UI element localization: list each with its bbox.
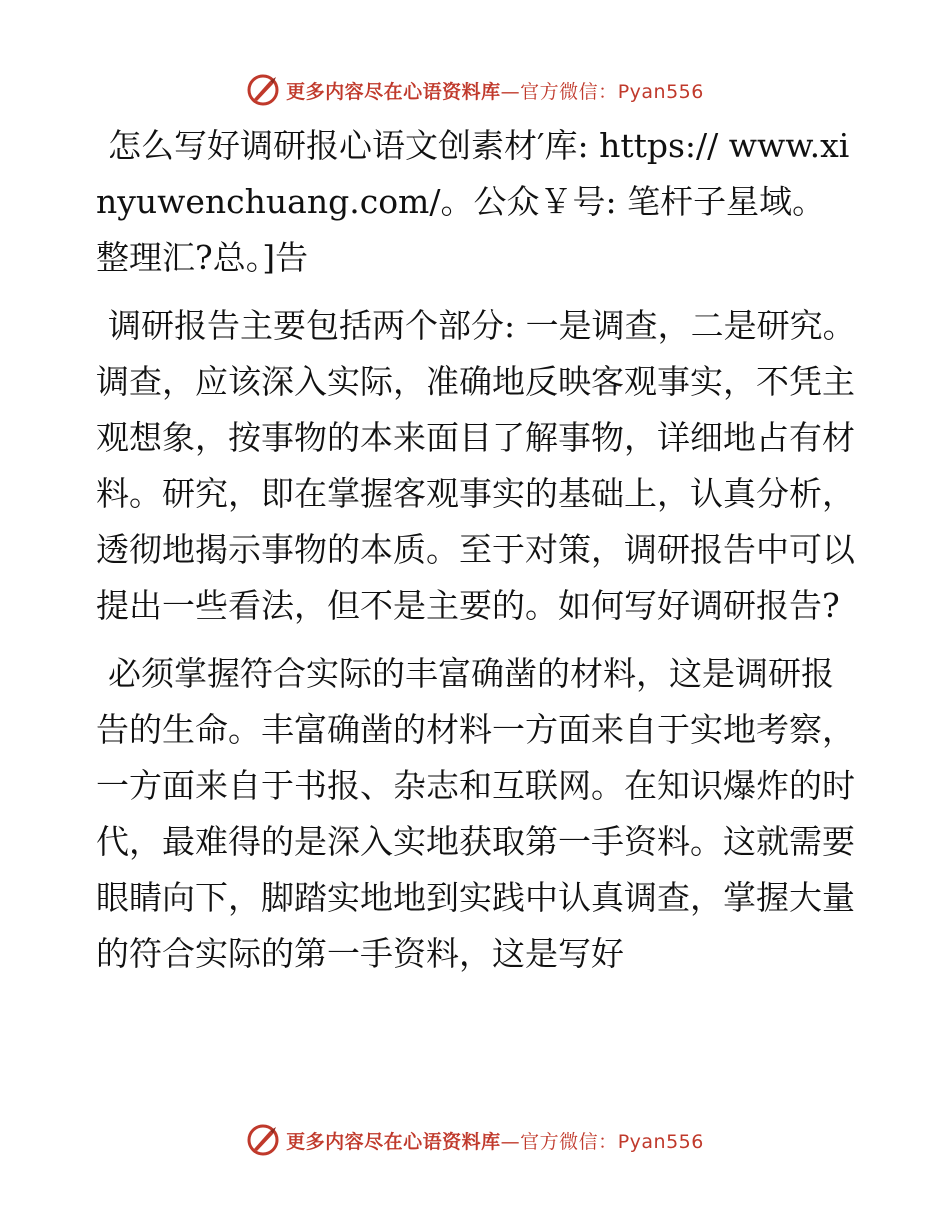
document-body [96,118,856,994]
footer-banner [0,1120,950,1160]
banner-text [286,1127,704,1154]
banner-wechat-id: Pyan556 [617,1130,704,1153]
quill-logo-icon [246,73,280,107]
header-banner [0,70,950,110]
paragraph-intro: 怎么写好调研报心语文创素材′库: https:// www.xinyuwenchuang.com/。公众￥号: 笔杆子星域。整理汇?总。]告 [96,126,850,277]
banner-text [286,77,704,104]
banner-main-text: 更多内容尽在心语资料库 [286,80,501,103]
banner-wechat-label: 官方微信： [520,1130,618,1153]
banner-main-text: 更多内容尽在心语资料库 [286,1130,501,1153]
banner-wechat-label: 官方微信： [520,80,618,103]
quill-logo-icon [246,1123,280,1157]
paragraph-definition: 调研报告主要包括两个部分: 一是调查，二是研究。调查，应该深入实际，准确地反映客观事实，不凭主观想象，按事物的本来面目了解事物，详细地占有材料。研究，即在掌握客观事实的基础上，认真分析，透彻地揭示事物的本质。至于对策，调研报告中可以提出一些看法，但不是主要的。如何写好调研报告? [96,306,856,625]
banner-separator: — [500,1130,521,1153]
banner-wechat-id: Pyan556 [617,80,704,103]
paragraph-materials: 必须掌握符合实际的丰富确凿的材料，这是调研报告的生命。丰富确凿的材料一方面来自于实地考察，一方面来自于书报、杂志和互联网。在知识爆炸的时代，最难得的是深入实地获取第一手资料。这就需要眼睛向下，脚踏实地地到实践中认真调查，掌握大量的符合实际的第一手资料，这是写好 [96,654,855,973]
banner-separator: — [500,80,521,103]
